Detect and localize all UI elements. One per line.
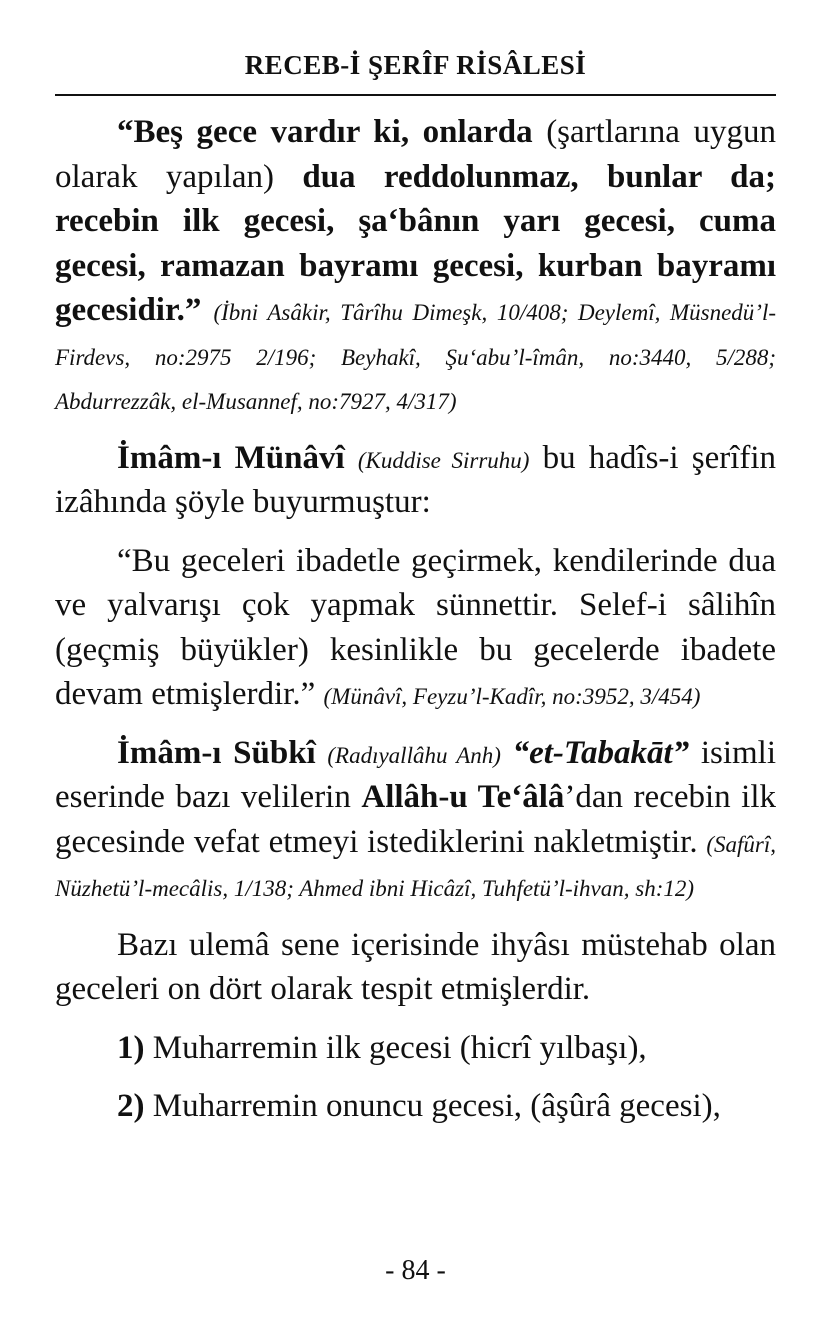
running-header: RECEB-İ ŞERÎF RİSÂLESİ bbox=[244, 50, 587, 80]
munavi-honorific: (Kuddise Sirruhu) bbox=[357, 447, 530, 473]
ulema-paragraph: Bazı ulemâ sene içerisinde ihyâsı müstehab olan geceleri on dört olarak tespit etmişlerdir. bbox=[55, 926, 776, 1007]
subki-name: İmâm-ı Sübkî bbox=[117, 734, 316, 771]
subki-paragraph bbox=[55, 731, 776, 909]
allah-name: Allâh-u Te‘âlâ bbox=[361, 779, 565, 815]
subki-text-1: isimli eserinde bazı velilerin bbox=[55, 734, 777, 815]
list-text: Muharremin ilk gecesi (hicrî yılbaşı), bbox=[144, 1029, 647, 1066]
page-body bbox=[55, 110, 776, 1143]
munavi-quote-text: “Bu geceleri ibadetle geçirmek, kendilerinde dua ve yalvarışı çok yapmak sünnettir. Selef-i sâlihîn (geçmiş büyükler) kesinlikle bu gecelerde ibadete devam etmişlerdir.” bbox=[55, 542, 776, 712]
list-item bbox=[55, 1026, 776, 1071]
hadith-reference: (İbni Asâkir, Târîhu Dimeşk, 10/408; Deylemî, Müsnedü’l-Firdevs, no:2975 2/196; Beyhakî, Şu‘abu’l-îmân, no:3440, 5/288; Abdurrezzâk, el-Musannef, no:7927, 4/317) bbox=[55, 300, 777, 414]
hadith-paragraph bbox=[55, 110, 776, 422]
hadith-text-bold-2: dua reddolunmaz, bunlar da; recebin ilk gecesi, şa‘bânın yarı gecesi, cuma gecesi, ramazan bayramı gecesi, kurban bayramı gecesidir.” bbox=[55, 158, 776, 328]
list-item bbox=[55, 1084, 776, 1129]
list-number: 1) bbox=[117, 1029, 145, 1066]
munavi-quote-paragraph bbox=[55, 539, 776, 717]
subki-work-title: “et-Tabakāt” bbox=[512, 734, 690, 771]
list-text: Muharremin onuncu gecesi, (âşûrâ gecesi), bbox=[144, 1088, 721, 1124]
hadith-text-bold-1: “Beş gece vardır ki, onlarda bbox=[117, 114, 533, 150]
hadith-text-plain: (şartlarına uygun olarak yapılan) bbox=[55, 114, 776, 195]
page-number: - 84 - bbox=[385, 1255, 446, 1286]
subki-text-2: ’dan recebin ilk gecesinde vefat etmeyi istediklerini nakletmiştir. bbox=[55, 779, 776, 860]
subki-reference: (Safûrî, Nüzhetü’l-mecâlis, 1/138; Ahmed ibni Hicâzî, Tuhfetü’l-ihvan, sh:12) bbox=[55, 831, 776, 901]
munavi-paragraph bbox=[55, 436, 776, 525]
subki-honorific: (Radıyallâhu Anh) bbox=[327, 742, 501, 768]
munavi-reference: (Münâvî, Feyzu’l-Kadîr, no:3952, 3/454) bbox=[323, 684, 701, 709]
header-rule bbox=[55, 94, 776, 96]
list-number: 2) bbox=[117, 1088, 145, 1124]
munavi-text: bu hadîs-i şerîfin izâhında şöyle buyurmuştur: bbox=[55, 439, 777, 520]
munavi-name: İmâm-ı Münâvî bbox=[117, 439, 345, 476]
